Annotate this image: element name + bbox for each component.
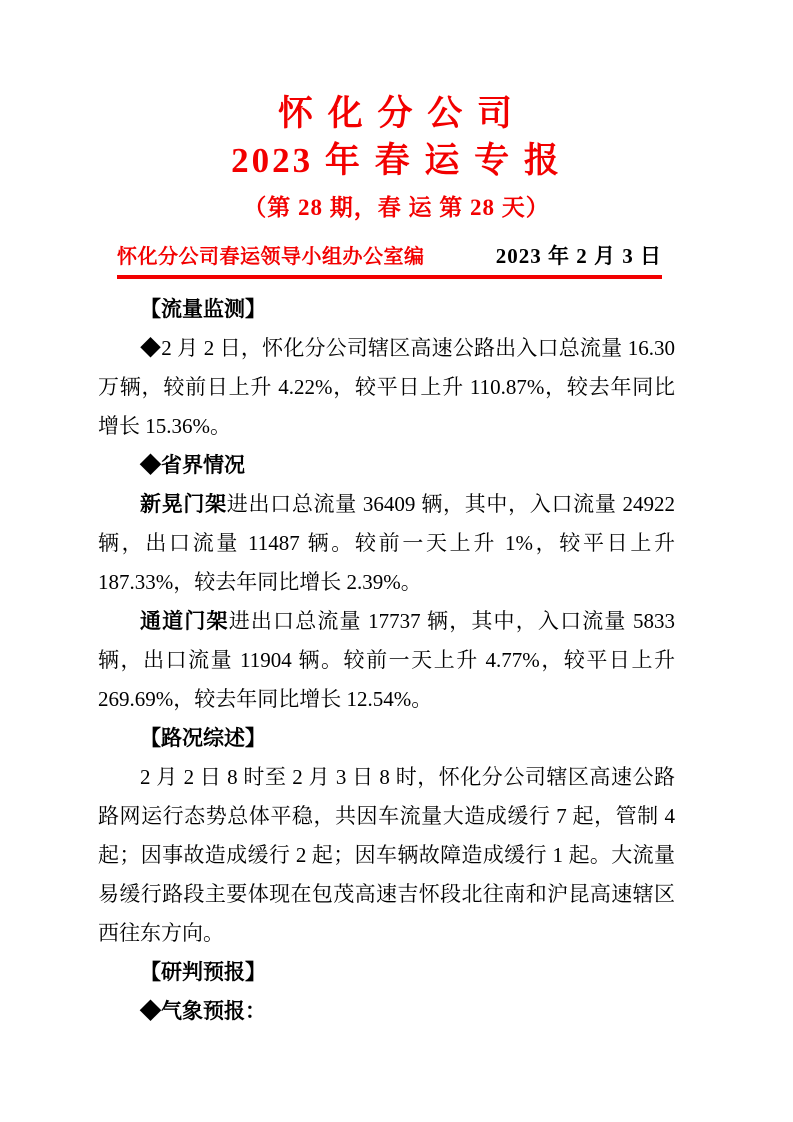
paragraph-tongdao-gantry (98, 602, 675, 719)
report-date: 2023 年 2 月 3 日 (495, 244, 662, 268)
issue-info: （第 28 期，春 运 第 28 天） (243, 195, 550, 220)
tongdao-gantry-text: 进出口总流量 17737 辆，其中，入口流量 5833 辆，出口流量 11904 辆。较前一天上升 4.77%，较平日上升 269.69%，较去年同比增长 12.54%。 (98, 609, 676, 711)
tongdao-gantry-label: 通道门架 (140, 610, 229, 633)
report-title-line2: 2023 年 春 运 专 报 (231, 141, 562, 180)
paragraph-road-summary: 2 月 2 日 8 时至 2 月 3 日 8 时，怀化分公司辖区高速公路路网运行态势总体平稳，共因车流量大造成缓行 7 起，管制 4 起；因事故造成缓行 2 起；因车辆故障造成缓行 1 起。大流量易缓行路段主要体现在包茂高速吉怀段北往南和沪昆高速辖区西往东方向。 (98, 765, 675, 945)
document-header (0, 0, 793, 223)
paragraph-xinhuang-gantry (98, 485, 675, 602)
section-heading-provincial-border: ◆省界情况 (140, 454, 245, 477)
section-heading-road-conditions: 【路况综述】 (140, 727, 266, 750)
paragraph-total-flow: ◆2 月 2 日，怀化分公司辖区高速公路出入口总流量 16.30 万辆，较前日上升 4.22%，较平日上升 110.87%，较去年同比增长 15.36%。 (98, 336, 675, 438)
xinhuang-gantry-text: 进出口总流量 36409 辆，其中，入口流量 24922 辆，出口流量 11487 辆。较前一天上升 1%，较平日上升 187.33%，较去年同比增长 2.39%。 (98, 492, 676, 594)
report-title-line1: 怀 化 分 公 司 (277, 94, 515, 133)
section-heading-weather-forecast: ◆气象预报： (140, 1000, 266, 1023)
header-rule (117, 275, 662, 279)
meta-row (117, 240, 662, 270)
xinhuang-gantry-label: 新晃门架 (140, 493, 227, 516)
header-band (117, 240, 662, 279)
section-heading-traffic-monitor: 【流量监测】 (140, 298, 266, 321)
section-heading-forecast: 【研判预报】 (140, 961, 266, 984)
document-body (98, 290, 675, 1031)
issuer-line: 怀化分公司春运领导小组办公室编 (117, 246, 425, 268)
